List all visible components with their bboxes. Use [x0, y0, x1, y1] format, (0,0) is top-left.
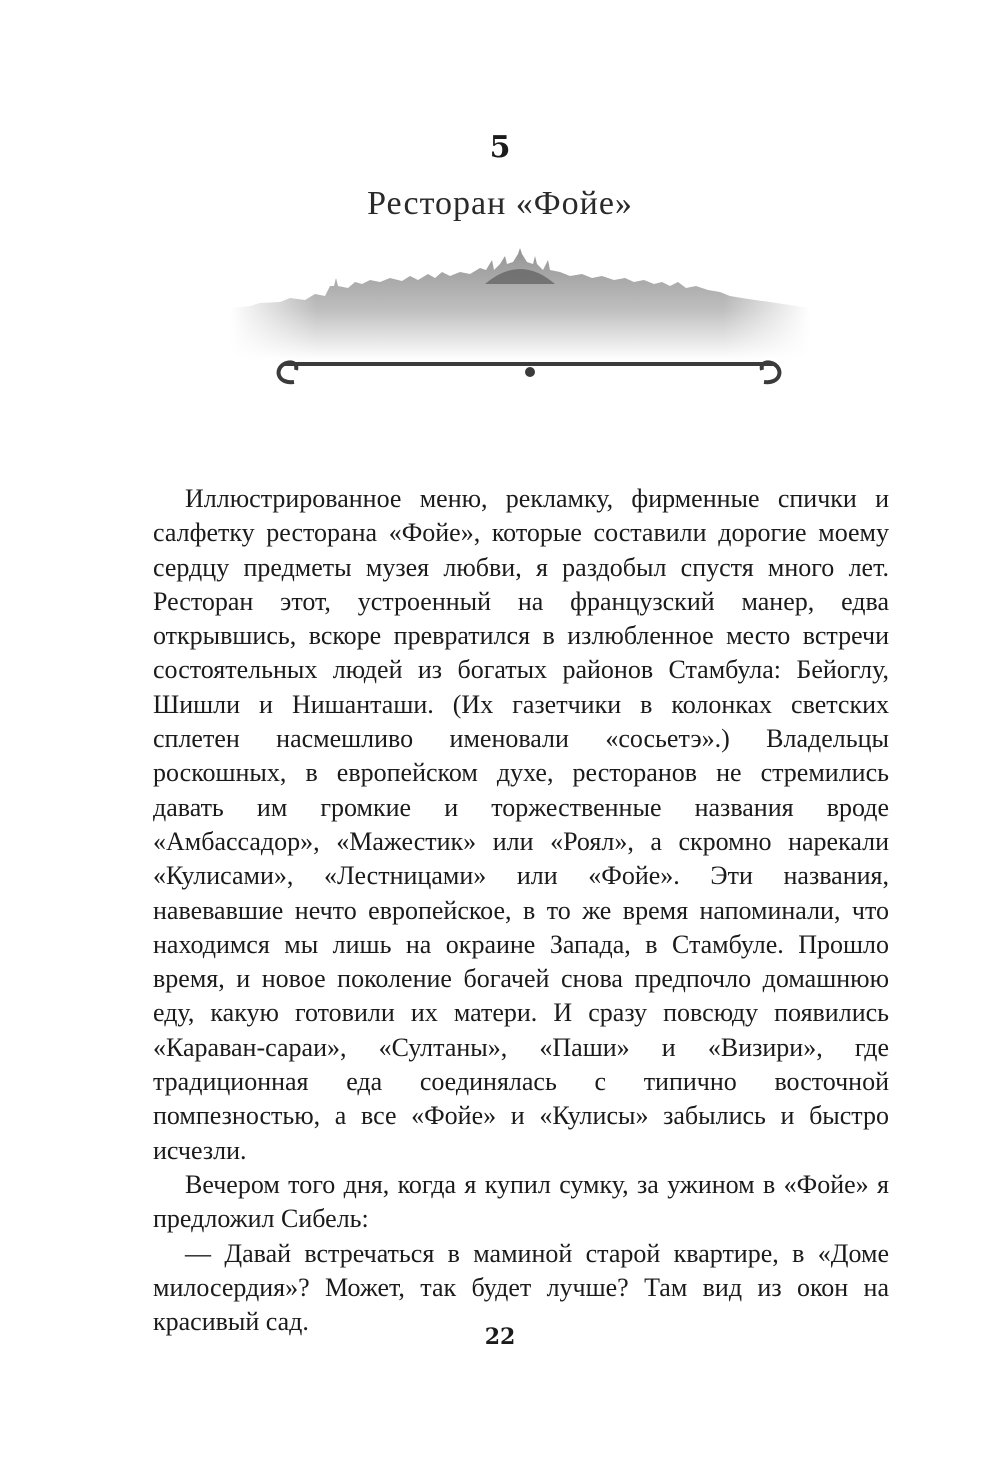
paragraph-2: Вечером того дня, когда я купил сумку, за ужином в «Фойе» я предложил Сибель: — [153, 1169, 889, 1234]
paragraph-1: Иллюстрированное меню, рекламку, фирменные спички и салфетку ресторана «Фойе», которые составили дорогие моему сердцу предметы музея любви, я раздобыл спустя много лет. Ресторан этот, устроенный на французский манер, едва открывшись, вскоре превратился в излюбленное место встречи состоятельных людей из богатых районов Стамбула: Бейоглу, Шишли и Нишанташи. (Их газетчики в колонках светских сплетен насмешливо именовали «сосьетэ».) Владельцы роскошных, в европейском духе, ресторанов не стремились давать им громкие и торжественные названия вроде «Амбассадор», «Мажестик» или «Роял», а скромно нарекали «Кулисами», «Лестницами» или «Фойе». Эти названия, навевавшие нечто европейское, в то же время напоминали, что находимся мы лишь на окраине Запада, в Стамбуле. Прошло время, и новое поколение богачей снова предпочло домашнюю еду, какую готовили их матери. И сразу повсюду появились «Караван-сараи», «Султаны», «Паши» и «Визири», где традиционная еда соединялась с типично восточной помпезностью, а все «Фойе» и «Кулисы» забылись и быстро исчезли. — [153, 484, 889, 1165]
chapter-title: Ресторан «Фойе» — [367, 185, 633, 222]
page-number: 22 — [484, 1324, 516, 1350]
ornament-dot — [525, 367, 535, 377]
skyline-illustration — [230, 248, 810, 360]
paragraph-3: — Давай встречаться в маминой старой квартире, в «Доме милосердия»? Может, так будет лучше? Там вид из окон на красивый сад. — [153, 1238, 889, 1337]
decorative-rule — [268, 352, 790, 392]
body-text — [153, 482, 889, 1339]
chapter-number: 5 — [489, 130, 511, 165]
